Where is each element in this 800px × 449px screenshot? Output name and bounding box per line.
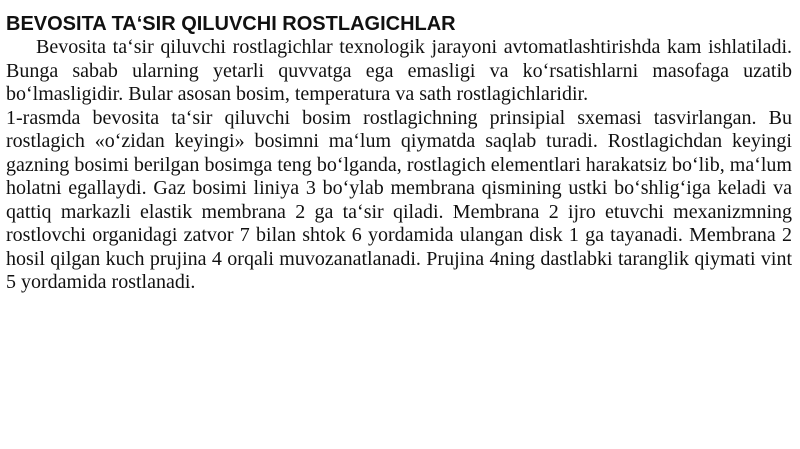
page-title: BEVOSITA TA‘SIR QILUVCHI ROSTLAGICHLAR: [6, 13, 456, 35]
paragraph-figure-description: 1-rasmda bevosita ta‘sir qiluvchi bosim rostlagichning prinsipial sxemasi tasvirlangan. Bu rostlagich «o‘zidan keyingi» bosimni ma‘lum qiymatda saqlab turadi. Rostlagichdan keyingi gazning bosimi berilgan bosimga teng bo‘lganda, rostlagich elementlari harakatsiz bo‘lib, ma‘lum holatni egallaydi. Gaz bosimi liniya 3 bo‘ylab membrana qismining ustki bo‘shlig‘iga keladi va qattiq markazli elastik membrana 2 ga ta‘sir qiladi. Membrana 2 ijro etuvchi mexanizmning rostlovchi organidagi zatvor 7 bilan shtok 6 yordamida ulangan disk 1 ga tayanadi. Membrana 2 hosil qilgan kuch prujina 4 orqali muvozanatlanadi. Prujina 4ning dastlabki taranglik qiymati vint 5 yordamida rostlanadi.: [6, 106, 792, 293]
document-page: [6, 12, 792, 295]
paragraph-intro: Bevosita ta‘sir qiluvchi rostlagichlar texnologik jarayoni avtomatlashtirishda kam ishlatiladi. Bunga sabab ularning yetarli quvvatga ega emasligi va ko‘rsatishlarni masofaga uzatib bo‘lmasligidir. Bular asosan bosim, temperatura va sath rostlagichlaridir.: [6, 36, 792, 105]
